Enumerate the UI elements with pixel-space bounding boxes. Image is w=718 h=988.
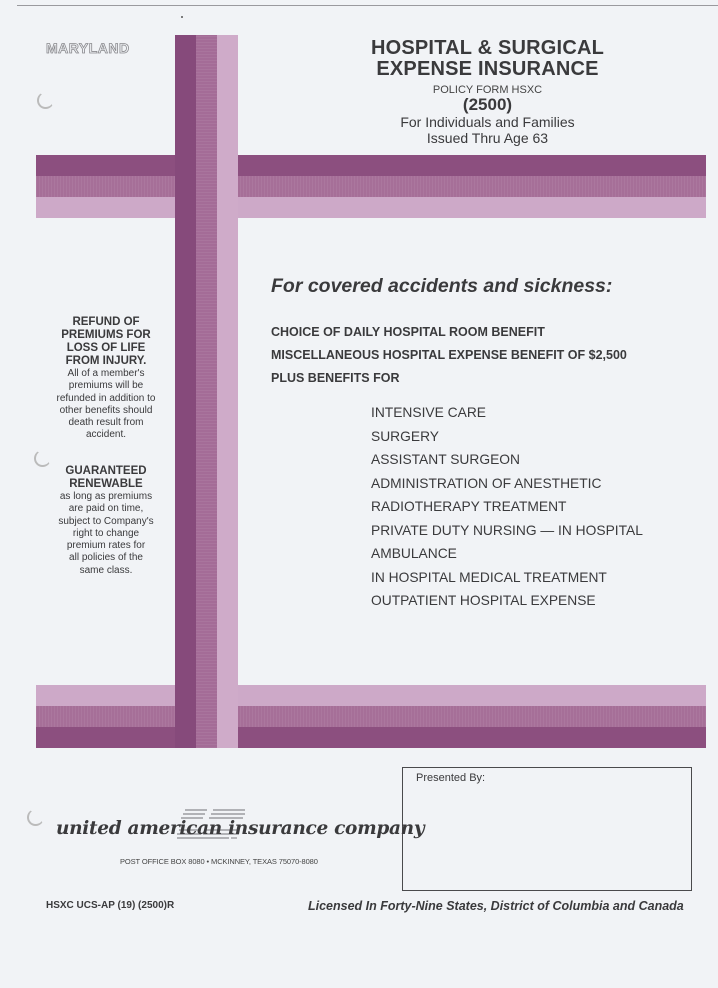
title-line-2: EXPENSE INSURANCE (376, 58, 599, 80)
title-line-1: HOSPITAL & SURGICAL (370, 37, 605, 59)
hole-punch-mark (27, 809, 44, 826)
benefit-item: INTENSIVE CARE (371, 405, 486, 420)
choice-line: PLUS BENEFITS FOR (271, 371, 400, 385)
form-number: (2500) (462, 95, 513, 114)
company-address: POST OFFICE BOX 8080 • MCKINNEY, TEXAS 75070-8080 (120, 857, 318, 866)
bottom-stripe-mid (36, 706, 706, 727)
renewable-heading-line: RENEWABLE (69, 478, 143, 490)
renewable-heading-line: GUARANTEED (65, 465, 147, 477)
refund-heading-line: FROM INJURY. (65, 355, 147, 367)
benefit-item: PRIVATE DUTY NURSING — IN HOSPITAL (371, 522, 643, 538)
refund-heading-line: REFUND OF (72, 316, 140, 328)
refund-heading-line: PREMIUMS FOR (61, 329, 151, 341)
refund-section (38, 316, 174, 442)
benefit-item: AMBULANCE (371, 546, 457, 561)
page-edge-line (17, 5, 718, 6)
renewable-body-line: are paid on time, (68, 503, 144, 515)
title-block (340, 38, 635, 146)
top-stripe-light (36, 197, 706, 218)
renewable-body-line: subject to Company's (58, 515, 154, 527)
vertical-stripe-light (217, 35, 238, 748)
renewable-section (38, 465, 174, 577)
bottom-stripe-dark (36, 727, 706, 748)
benefits-list (371, 401, 643, 613)
speck (181, 16, 183, 18)
company-name: united american insurance company (56, 818, 425, 839)
benefit-item: ADMINISTRATION OF ANESTHETIC (371, 475, 602, 491)
refund-body-line: other benefits should (59, 404, 153, 416)
subtitle-line-2: Issued Thru Age 63 (426, 130, 549, 146)
subtitle-line-1: For Individuals and Families (400, 114, 575, 130)
benefit-item: ASSISTANT SURGEON (371, 452, 520, 467)
form-code: HSXC UCS-AP (19) (2500)R (46, 900, 175, 911)
choice-line: MISCELLANEOUS HOSPITAL EXPENSE BENEFIT OF $2,500 (271, 348, 627, 362)
bottom-stripe-light (36, 685, 706, 706)
coverage-headline: For covered accidents and sickness: (271, 275, 613, 297)
refund-body-line: refunded in addition to (56, 392, 156, 404)
licensing-statement: Licensed In Forty-Nine States, District of Columbia and Canada (308, 899, 684, 913)
top-stripe-mid (36, 176, 706, 197)
renewable-body-line: premium rates for (66, 540, 146, 552)
policy-form-label: POLICY FORM HSXC (432, 84, 543, 96)
renewable-body-line: right to change (72, 527, 140, 539)
refund-body-line: All of a member's (67, 368, 145, 379)
refund-heading-line: LOSS OF LIFE (66, 342, 146, 354)
refund-body-line: death result from (68, 417, 144, 429)
hole-punch-mark (37, 92, 54, 109)
choice-line: CHOICE OF DAILY HOSPITAL ROOM BENEFIT (271, 325, 545, 339)
renewable-body-line: as long as premiums (59, 491, 153, 502)
refund-body-line: premiums will be (68, 380, 144, 392)
benefit-item: SURGERY (371, 428, 439, 444)
top-stripe-dark (36, 155, 706, 176)
presented-by-label: Presented By: (416, 772, 486, 784)
renewable-body-line: same class. (79, 564, 133, 576)
refund-body-line: accident. (85, 429, 127, 441)
renewable-body-line: all policies of the (69, 552, 143, 564)
vertical-stripe-dark (175, 35, 196, 748)
benefit-item: OUTPATIENT HOSPITAL EXPENSE (371, 593, 596, 608)
vertical-stripe-mid (196, 35, 217, 748)
state-label: MARYLAND (46, 40, 130, 56)
presented-by-box (402, 767, 692, 891)
benefit-item: RADIOTHERAPY TREATMENT (371, 499, 567, 514)
benefit-item: IN HOSPITAL MEDICAL TREATMENT (371, 569, 607, 585)
